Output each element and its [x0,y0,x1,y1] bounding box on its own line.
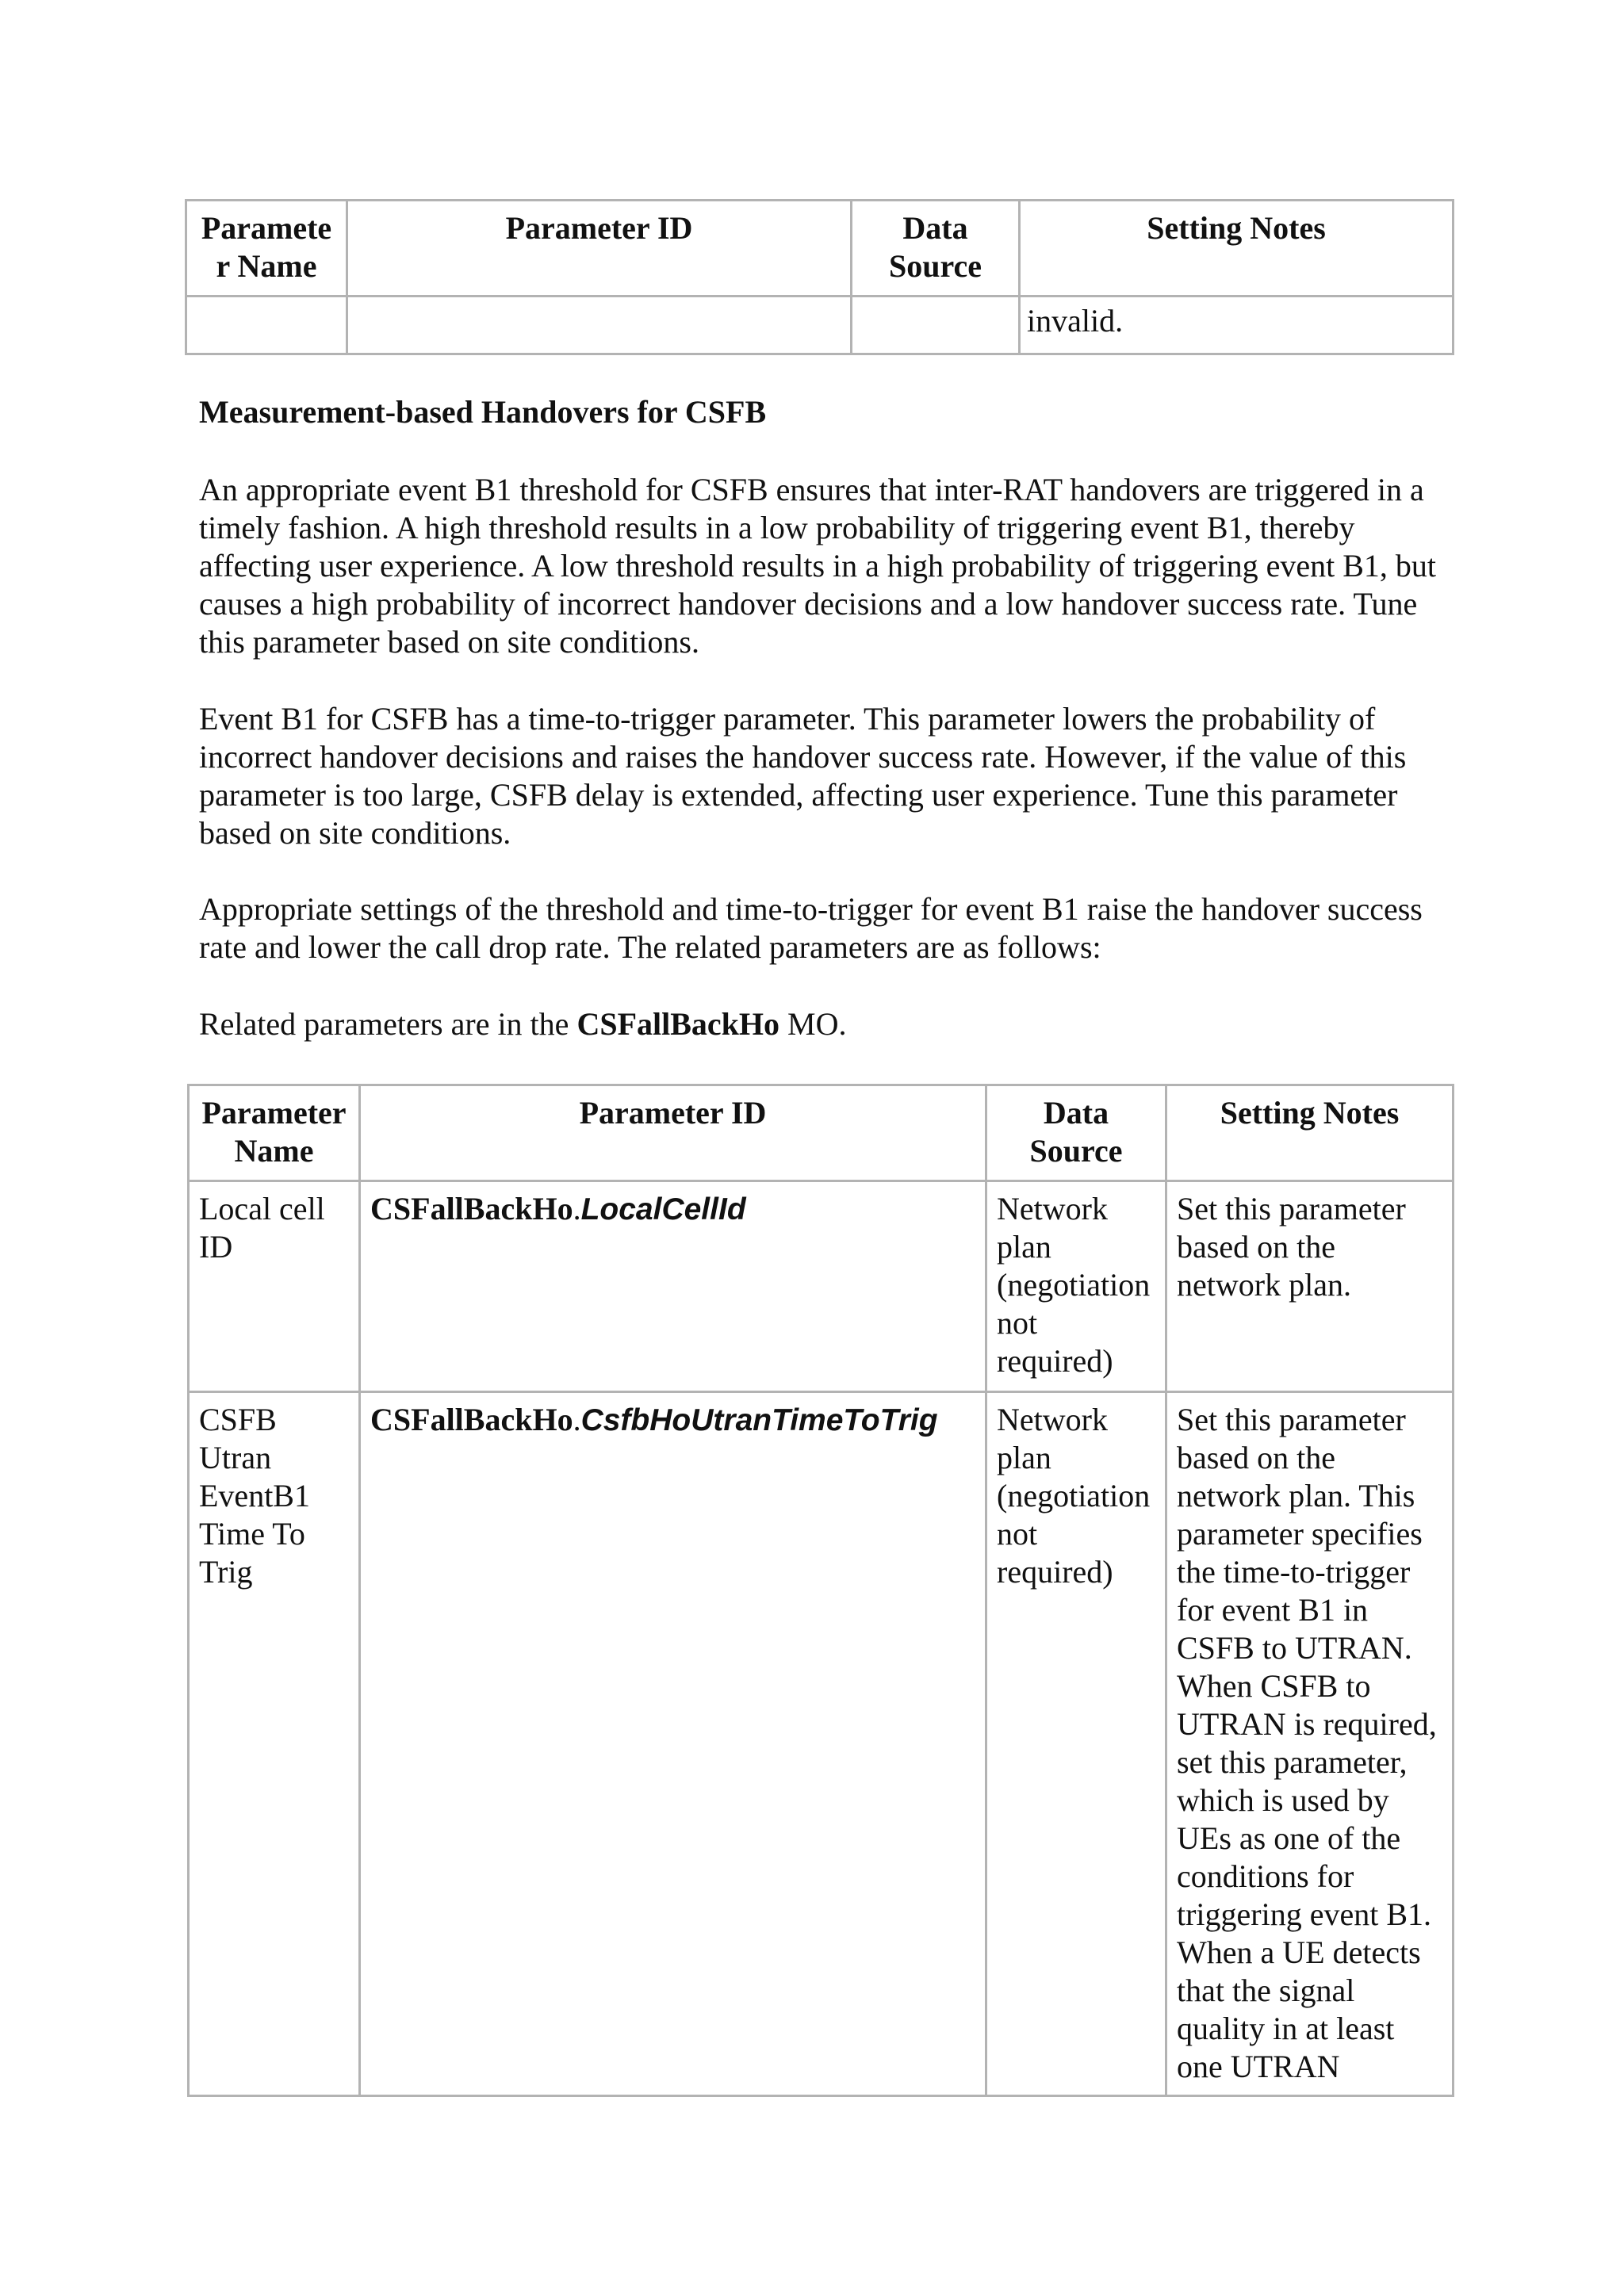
cell-setting-notes: Set this parameter based on the network plan. This parameter specifies the time-to-trigger for event B1 in CSFB to UTRAN. When CSFB to UTRAN is required, set this parameter, which is used by UEs as one of the conditions for triggering event B1. When a UE detects that the signal quality in at least one UTRAN [1166,1392,1454,2096]
cell-setting-notes: invalid. [1020,297,1454,354]
parameter-mo: CSFallBackHo [370,1191,573,1226]
parameter-table-continued [185,199,1454,355]
related-prefix: Related parameters are in the [199,1006,577,1042]
header-parameter-id: Parameter ID [360,1085,986,1181]
header-setting-notes: Setting Notes [1020,201,1454,297]
related-mo-name: CSFallBackHo [576,1006,780,1042]
cell-parameter-name: CSFB Utran EventB1 Time To Trig [189,1392,360,2096]
cell-setting-notes: Set this parameter based on the network plan. [1166,1181,1454,1392]
table-header-row [186,201,1454,297]
paragraph-related-parameters [199,1005,1452,1043]
paragraph-time-to-trigger: Event B1 for CSFB has a time-to-trigger parameter. This parameter lowers the probability of incorrect handover decisions and raises the handover success rate. However, if the value of this parameter is too large, CSFB delay is extended, affecting user experience. Tune this parameter based on site conditions. [199,701,1407,851]
paragraph-settings: Appropriate settings of the threshold and time-to-trigger for event B1 raise the handover success rate and lower the call drop rate. The related parameters are as follows: [199,891,1423,965]
section-heading: Measurement-based Handovers for CSFB [199,394,767,430]
cell-data-source [852,297,1020,354]
parameter-table [187,1084,1454,2097]
cell-data-source: Network plan (negotiation not required) [986,1181,1166,1392]
table-row [186,297,1454,354]
header-parameter-name: Parameter Name [189,1085,360,1181]
parameter-separator: . [573,1191,581,1226]
paragraph-threshold: An appropriate event B1 threshold for CSFB ensures that inter-RAT handovers are triggered in a timely fashion. A high threshold results in a low probability of triggering event B1, thereby affecting user experience. A low threshold results in a high probability of triggering event B1, but causes a high probability of incorrect handover decisions and a low handover success rate. Tune this parameter based on site conditions. [199,472,1436,660]
related-suffix: MO. [779,1006,847,1042]
cell-parameter-id [360,1392,986,2096]
cell-parameter-name [186,297,347,354]
header-data-source: Data Source [852,201,1020,297]
parameter-attribute: CsfbHoUtranTimeToTrig [580,1403,938,1437]
parameter-attribute: LocalCellId [580,1192,746,1226]
header-parameter-id: Parameter ID [347,201,852,297]
cell-parameter-name: Local cell ID [189,1181,360,1392]
table-row [189,1392,1454,2096]
cell-data-source: Network plan (negotiation not required) [986,1392,1166,2096]
cell-parameter-id [360,1181,986,1392]
header-setting-notes: Setting Notes [1166,1085,1454,1181]
header-parameter-name: Paramete r Name [186,201,347,297]
table-row [189,1181,1454,1392]
table-header-row [189,1085,1454,1181]
parameter-mo: CSFallBackHo [370,1402,573,1437]
header-data-source: Data Source [986,1085,1166,1181]
parameter-separator: . [573,1402,581,1437]
cell-parameter-id [347,297,852,354]
